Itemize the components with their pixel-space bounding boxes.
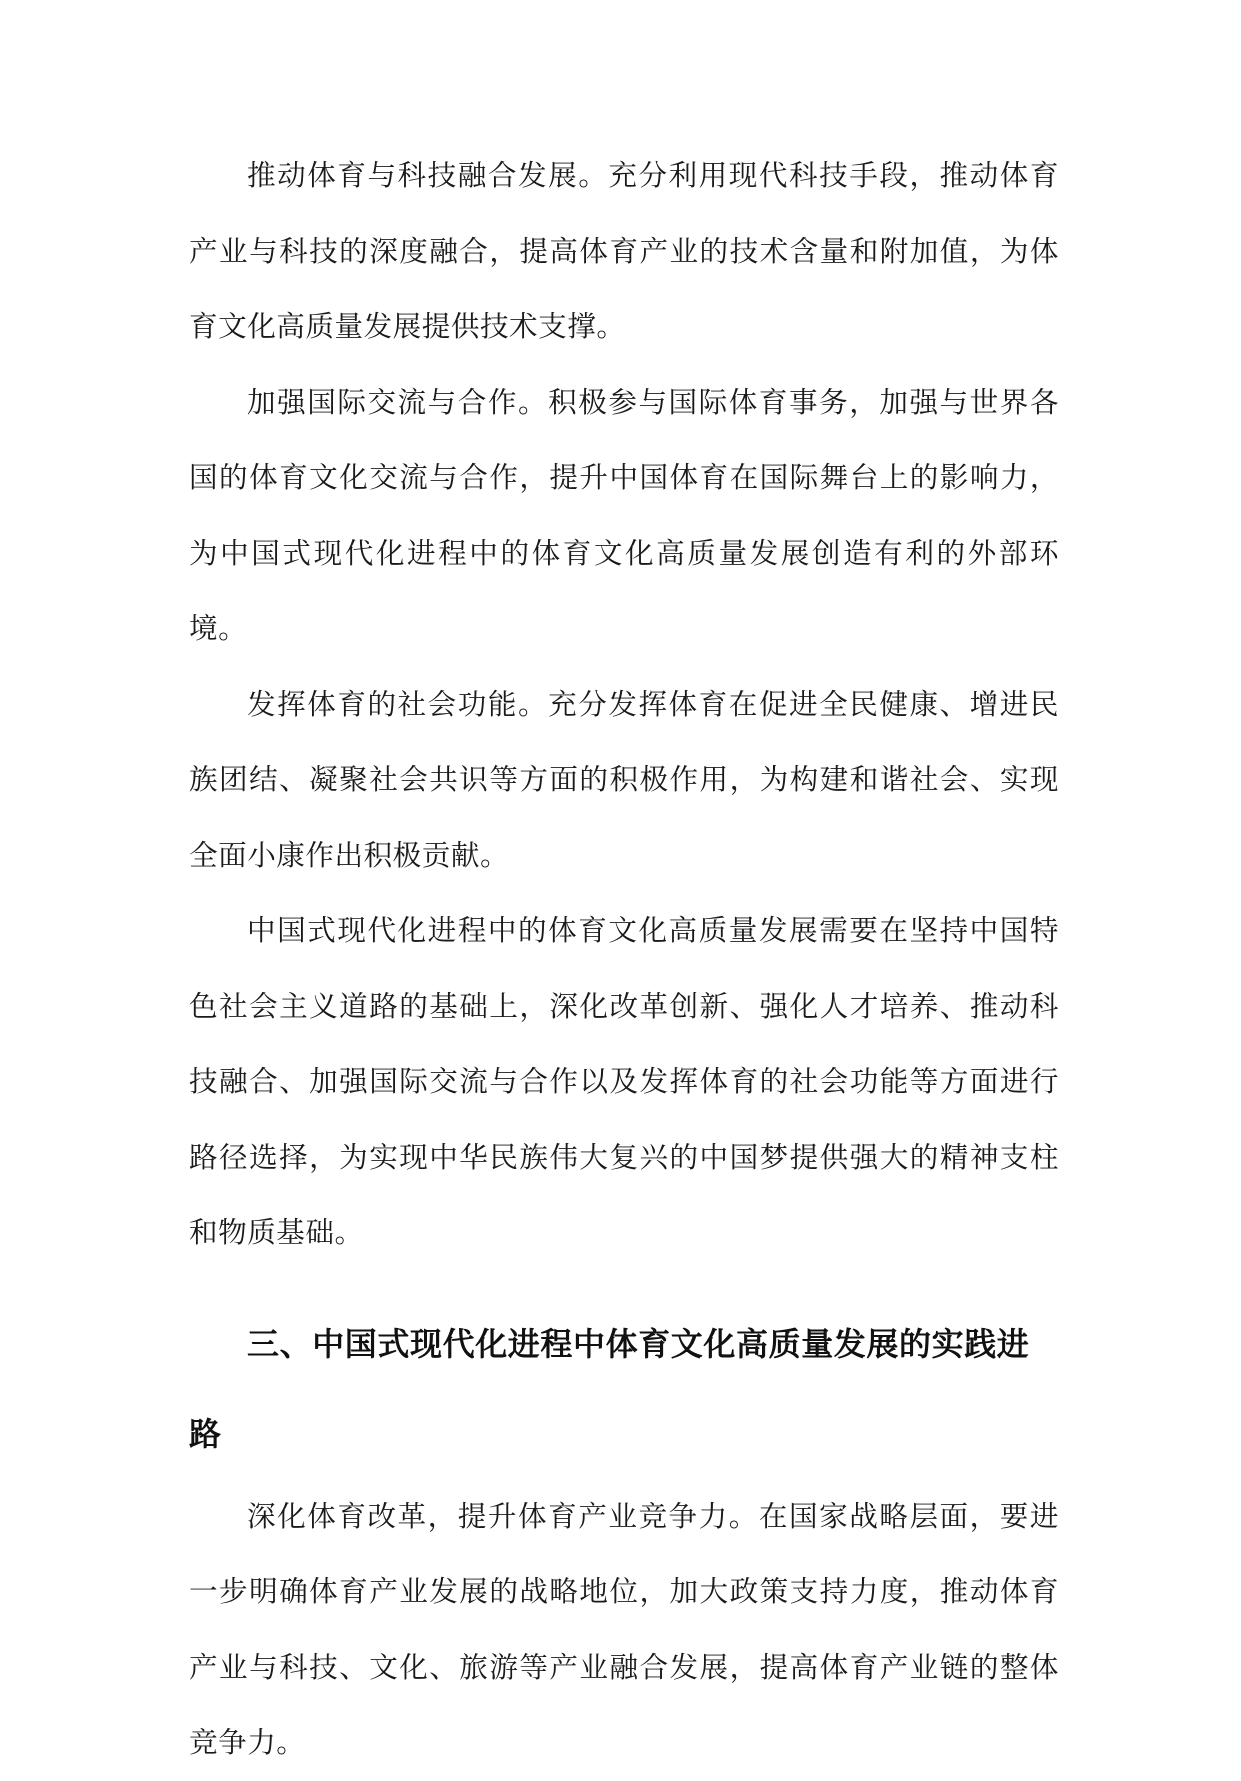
paragraph-tech-integration: 推动体育与科技融合发展。充分利用现代科技手段，推动体育产业与科技的深度融合，提高体育产业的技术含量和附加值，为体育文化高质量发展提供技术支撑。 — [189, 158, 1059, 343]
paragraph-deepen-reform: 深化体育改革，提升体育产业竞争力。在国家战略层面，要进一步明确体育产业发展的战略地位，加大政策支持力度，推动体育产业与科技、文化、旅游等产业融合发展，提高体育产业链的整体竞争力。 — [189, 1498, 1059, 1759]
document-body — [189, 138, 1059, 1781]
paragraph-social-function: 发挥体育的社会功能。充分发挥体育在促进全民健康、增进民族团结、凝聚社会共识等方面的积极作用，为构建和谐社会、实现全面小康作出积极贡献。 — [189, 686, 1059, 872]
paragraph-international-exchange: 加强国际交流与合作。积极参与国际体育事务，加强与世界各国的体育文化交流与合作，提升中国体育在国际舞台上的影响力，为中国式现代化进程中的体育文化高质量发展创造有利的外部环境。 — [189, 384, 1059, 645]
paragraph-summary: 中国式现代化进程中的体育文化高质量发展需要在坚持中国特色社会主义道路的基础上，深化改革创新、强化人才培养、推动科技融合、加强国际交流与合作以及发挥体育的社会功能等方面进行路径选择，为实现中华民族伟大复兴的中国梦提供强大的精神支柱和物质基础。 — [189, 913, 1059, 1249]
section-heading: 三、中国式现代化进程中体育文化高质量发展的实践进路 — [189, 1324, 1030, 1453]
